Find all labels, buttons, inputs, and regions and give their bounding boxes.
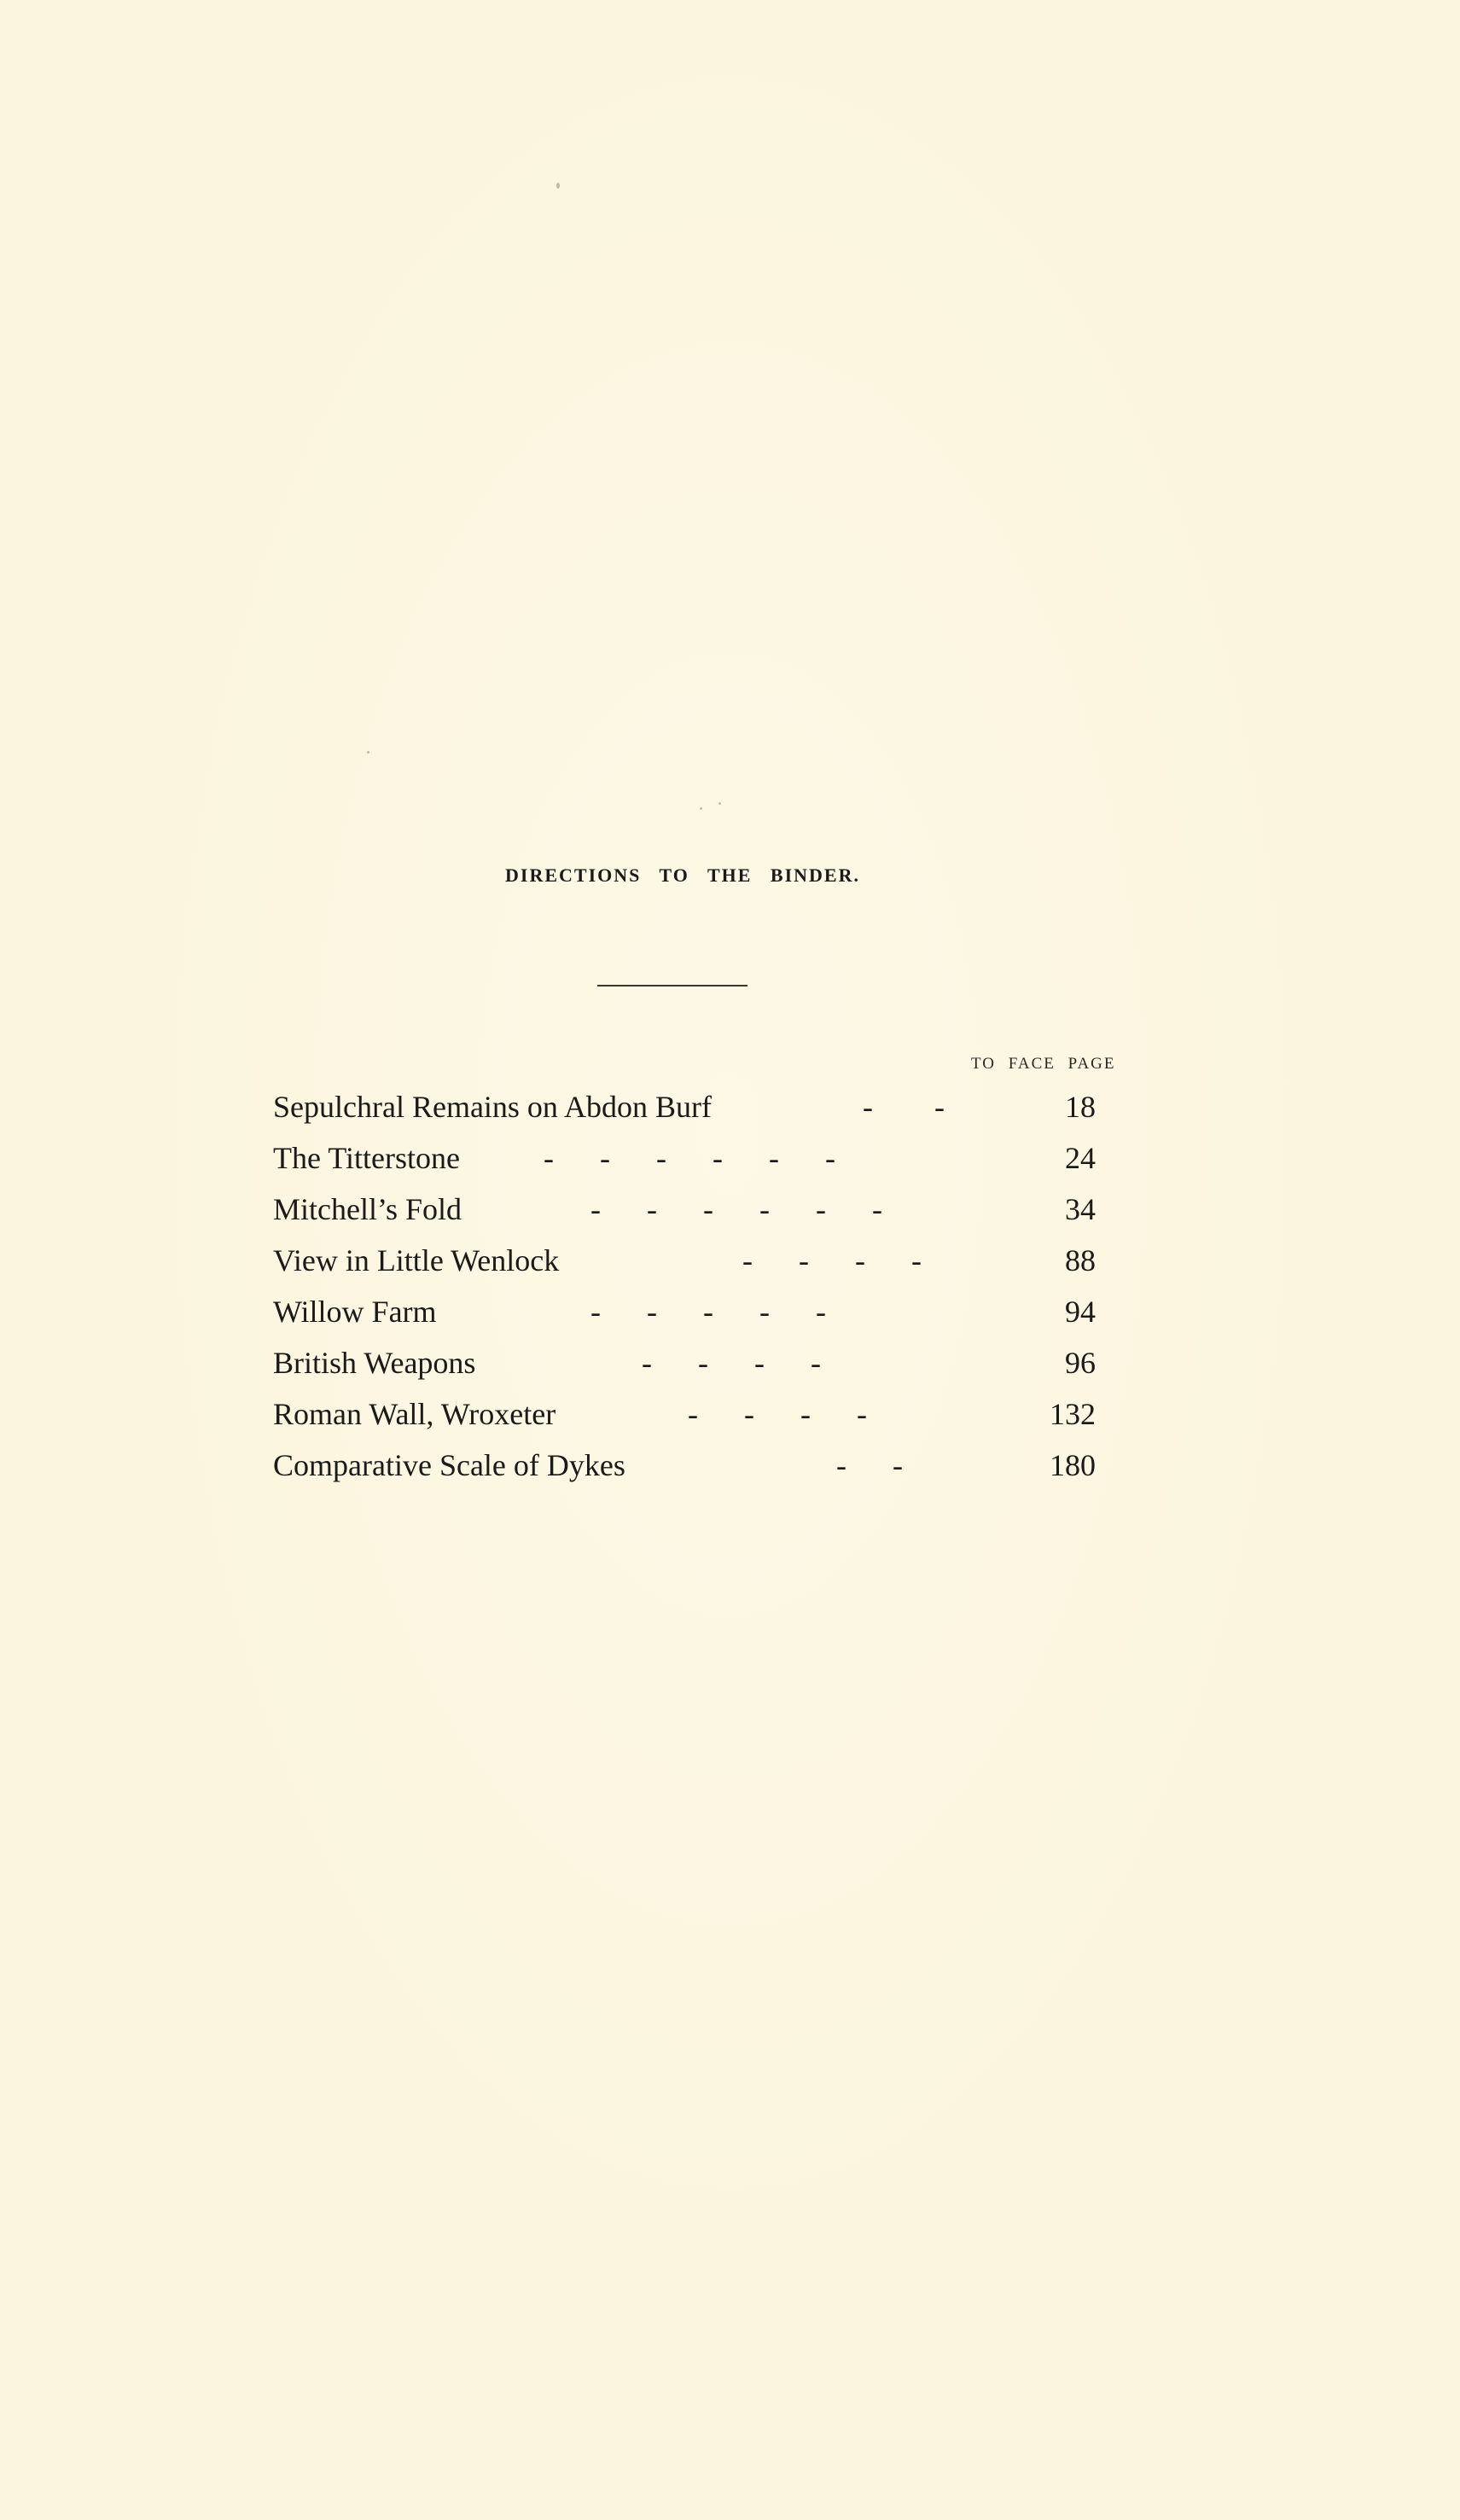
page-heading: DIRECTIONS TO THE BINDER. — [505, 864, 860, 886]
plate-title: Mitchell’s Fold — [273, 1192, 462, 1226]
dot-leader: - - - - - - — [590, 1192, 882, 1226]
list-item — [0, 1184, 1460, 1236]
plate-title: Willow Farm — [273, 1295, 437, 1329]
list-item — [0, 1133, 1460, 1184]
page-number: 180 — [1050, 1448, 1096, 1482]
list-item — [0, 1389, 1460, 1440]
page-number: 96 — [1065, 1346, 1096, 1380]
plate-title: View in Little Wenlock — [273, 1243, 560, 1277]
dot-leader: - - — [863, 1090, 945, 1124]
list-item — [0, 1082, 1460, 1133]
dot-leader: - - - - — [642, 1346, 821, 1380]
heading-rule — [597, 985, 747, 986]
page-number: 18 — [1065, 1090, 1096, 1124]
dot-leader: - - - - - - — [544, 1141, 835, 1175]
page-number: 34 — [1065, 1192, 1096, 1226]
paper-speck — [367, 751, 369, 754]
plate-title: Comparative Scale of Dykes — [273, 1448, 625, 1482]
list-item — [0, 1440, 1460, 1492]
page-number: 132 — [1050, 1397, 1096, 1431]
page-number: 88 — [1065, 1243, 1096, 1277]
paper-speck — [718, 802, 721, 805]
plate-title: Roman Wall, Wroxeter — [273, 1397, 556, 1431]
list-item — [0, 1287, 1460, 1338]
dot-leader: - - - - - — [590, 1295, 826, 1329]
page-number: 94 — [1065, 1295, 1096, 1329]
plate-title: British Weapons — [273, 1346, 476, 1380]
dot-leader: - - - - — [742, 1243, 922, 1277]
dot-leader: - - — [836, 1448, 903, 1482]
dot-leader: - - - - — [688, 1397, 867, 1431]
page-number: 24 — [1065, 1141, 1096, 1175]
column-header: TO FACE PAGE — [971, 1055, 1116, 1073]
plate-title: Sepulchral Remains on Abdon Burf — [273, 1090, 712, 1124]
list-item — [0, 1236, 1460, 1287]
paper-speck — [556, 183, 560, 189]
list-item — [0, 1338, 1460, 1389]
plate-list — [0, 1082, 1460, 1492]
paper-speck — [700, 807, 702, 810]
plate-title: The Titterstone — [273, 1141, 461, 1175]
